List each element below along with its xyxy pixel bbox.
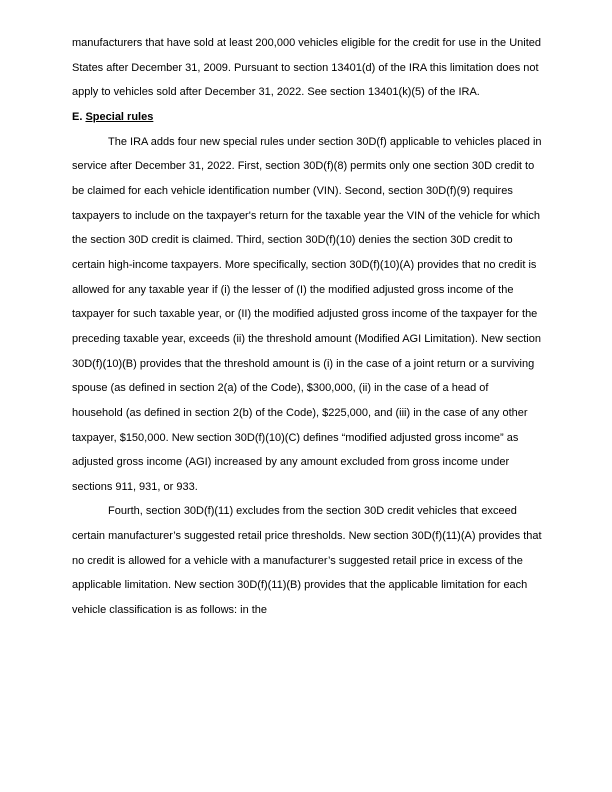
- paragraph-special-rules: The IRA adds four new special rules under section 30D(f) applicable to vehicles placed in service after December 31, 2022. First, section 30D(f)(8) permits only one section 30D credit to be claimed for each vehicle identification number (VIN). Second, section 30D(f)(9) requires taxpayers to include on the taxpayer's return for the taxable year the VIN of the vehicle for which the section 30D credit is claimed. Third, section 30D(f)(10) denies the section 30D credit to certain high-income taxpayers. More specifically, section 30D(f)(10)(A) provides that no credit is allowed for any taxable year if (i) the lesser of (I) the modified adjusted gross income of the taxpayer for such taxable year, or (II) the modified adjusted gross income of the taxpayer for the preceding taxable year, exceeds (ii) the threshold amount (Modified AGI Limitation). New section 30D(f)(10)(B) provides that the threshold amount is (i) in the case of a joint return or a surviving spouse (as defined in section 2(a) of the Code), $300,000, (ii) in the case of a head of household (as defined in section 2(b) of the Code), $225,000, and (iii) in the case of any other taxpayer, $150,000. New section 30D(f)(10)(C) defines “modified adjusted gross income” as adjusted gross income (AGI) increased by any amount excluded from gross income under sections 911, 931, or 933.: [72, 135, 542, 493]
- section-heading-title: Special rules: [85, 110, 154, 123]
- document-body: [72, 31, 542, 623]
- section-heading: [72, 105, 542, 130]
- paragraph-fourth-rule: Fourth, section 30D(f)(11) excludes from the section 30D credit vehicles that exceed certain manufacturer’s suggested retail price thresholds. New section 30D(f)(11)(A) provides that no credit is allowed for a vehicle with a manufacturer’s suggested retail price in excess of the applicable limitation. New section 30D(f)(11)(B) provides that the applicable limitation for each vehicle classification is as follows: in the: [72, 505, 542, 617]
- paragraph-intro-continuation: manufacturers that have sold at least 200,000 vehicles eligible for the credit for use in the United States after December 31, 2009. Pursuant to section 13401(d) of the IRA this limitation does not apply to vehicles sold after December 31, 2022. See section 13401(k)(5) of the IRA.: [72, 37, 541, 99]
- section-heading-letter: E.: [72, 110, 83, 123]
